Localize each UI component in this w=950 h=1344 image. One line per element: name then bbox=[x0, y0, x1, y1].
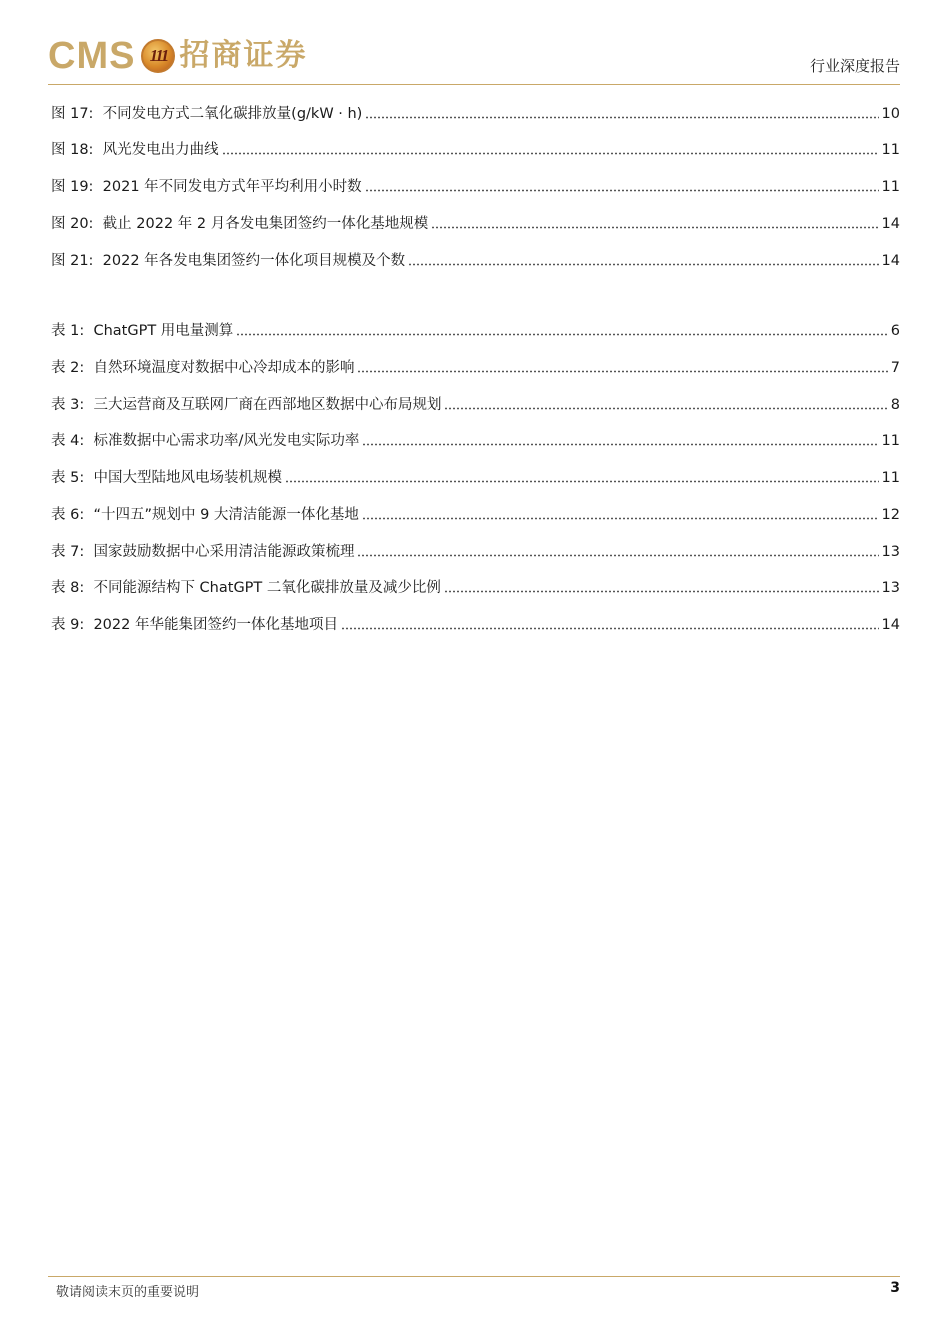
report-type: 行业深度报告 bbox=[809, 57, 900, 75]
entry-page: 6 bbox=[890, 323, 900, 339]
toc-entry-figure-19[interactable] bbox=[51, 177, 900, 197]
entry-page: 14 bbox=[881, 253, 900, 269]
logo-text-en: CMS bbox=[48, 35, 136, 77]
entry-title: 自然环境温度对数据中心冷却成本的影响 bbox=[93, 360, 355, 376]
entry-label: 图 18: bbox=[51, 142, 94, 158]
entry-label: 表 1: bbox=[51, 323, 85, 339]
entry-title: 不同能源结构下 ChatGPT 二氧化碳排放量及减少比例 bbox=[93, 580, 441, 596]
entry-label: 图 20: bbox=[51, 216, 94, 232]
dot-leader bbox=[236, 332, 887, 337]
entry-page: 11 bbox=[881, 470, 900, 486]
toc-entry-table-7[interactable] bbox=[51, 542, 900, 562]
toc-entry-table-4[interactable] bbox=[51, 431, 900, 451]
entry-label: 表 7: bbox=[51, 544, 85, 560]
entry-label: 表 9: bbox=[51, 617, 85, 633]
entry-page: 8 bbox=[890, 397, 900, 413]
dot-leader bbox=[285, 479, 879, 484]
page-header bbox=[48, 30, 900, 86]
toc-entry-figure-18[interactable] bbox=[51, 140, 900, 160]
entry-label: 表 5: bbox=[51, 470, 85, 486]
entry-title: 中国大型陆地风电场装机规模 bbox=[93, 470, 282, 486]
toc-entry-table-3[interactable] bbox=[51, 395, 900, 415]
entry-label: 表 2: bbox=[51, 360, 85, 376]
toc-entry-table-5[interactable] bbox=[51, 468, 900, 488]
page-number: 3 bbox=[890, 1280, 900, 1296]
entry-title: 2022 年各发电集团签约一体化项目规模及个数 bbox=[102, 253, 406, 269]
dot-leader bbox=[341, 626, 879, 631]
toc-entry-figure-20[interactable] bbox=[51, 214, 900, 234]
dot-leader bbox=[357, 553, 878, 558]
entry-title: 2021 年不同发电方式年平均利用小时数 bbox=[102, 179, 362, 195]
toc-entry-table-6[interactable] bbox=[51, 505, 900, 525]
dot-leader bbox=[365, 188, 879, 193]
cms-logo bbox=[48, 34, 307, 78]
entry-page: 10 bbox=[881, 106, 900, 122]
entry-page: 11 bbox=[881, 179, 900, 195]
entry-title: 2022 年华能集团签约一体化基地项目 bbox=[93, 617, 338, 633]
dot-leader bbox=[362, 442, 878, 447]
entry-label: 图 21: bbox=[51, 253, 94, 269]
entry-label: 表 4: bbox=[51, 433, 85, 449]
entry-title: “十四五”规划中 9 大清洁能源一体化基地 bbox=[93, 507, 359, 523]
logo-text-cn: 招商证券 bbox=[179, 38, 308, 73]
dot-leader bbox=[222, 151, 879, 156]
entry-page: 11 bbox=[881, 433, 900, 449]
entry-title: ChatGPT 用电量测算 bbox=[93, 323, 234, 339]
entry-page: 13 bbox=[881, 544, 900, 560]
footer-divider bbox=[48, 1276, 900, 1277]
toc-entry-figure-21[interactable] bbox=[51, 251, 900, 271]
entry-label: 表 8: bbox=[51, 580, 85, 596]
entry-title: 不同发电方式二氧化碳排放量(g/kW · h) bbox=[102, 106, 363, 122]
entry-label: 表 6: bbox=[51, 507, 85, 523]
toc-entry-table-9[interactable] bbox=[51, 615, 900, 635]
dot-leader bbox=[357, 369, 887, 374]
entry-title: 截止 2022 年 2 月各发电集团签约一体化基地规模 bbox=[102, 216, 429, 232]
entry-page: 13 bbox=[881, 580, 900, 596]
toc-entry-table-8[interactable] bbox=[51, 578, 900, 598]
entry-page: 14 bbox=[881, 617, 900, 633]
entry-title: 标准数据中心需求功率/风光发电实际功率 bbox=[93, 433, 360, 449]
dot-leader bbox=[362, 516, 879, 521]
entry-title: 三大运营商及互联网厂商在西部地区数据中心布局规划 bbox=[93, 397, 442, 413]
toc-entry-table-2[interactable] bbox=[51, 358, 900, 378]
entry-page: 7 bbox=[890, 360, 900, 376]
entry-page: 12 bbox=[881, 507, 900, 523]
entry-label: 表 3: bbox=[51, 397, 85, 413]
dot-leader bbox=[408, 262, 878, 267]
entry-title: 风光发电出力曲线 bbox=[102, 142, 219, 158]
dot-leader bbox=[365, 115, 878, 120]
dot-leader bbox=[444, 406, 887, 411]
logo-emblem-text: 111 bbox=[149, 46, 168, 65]
toc-entry-table-1[interactable] bbox=[51, 321, 900, 341]
header-divider bbox=[48, 84, 900, 85]
toc-entry-figure-17[interactable] bbox=[51, 104, 900, 124]
entry-label: 图 17: bbox=[51, 106, 94, 122]
dot-leader bbox=[444, 589, 879, 594]
entry-label: 图 19: bbox=[51, 179, 94, 195]
entry-page: 11 bbox=[881, 142, 900, 158]
dot-leader bbox=[431, 225, 878, 230]
entry-page: 14 bbox=[881, 216, 900, 232]
logo-emblem-icon bbox=[141, 39, 175, 73]
entry-title: 国家鼓励数据中心采用清洁能源政策梳理 bbox=[93, 544, 355, 560]
disclaimer-note: 敬请阅读末页的重要说明 bbox=[56, 1285, 200, 1300]
